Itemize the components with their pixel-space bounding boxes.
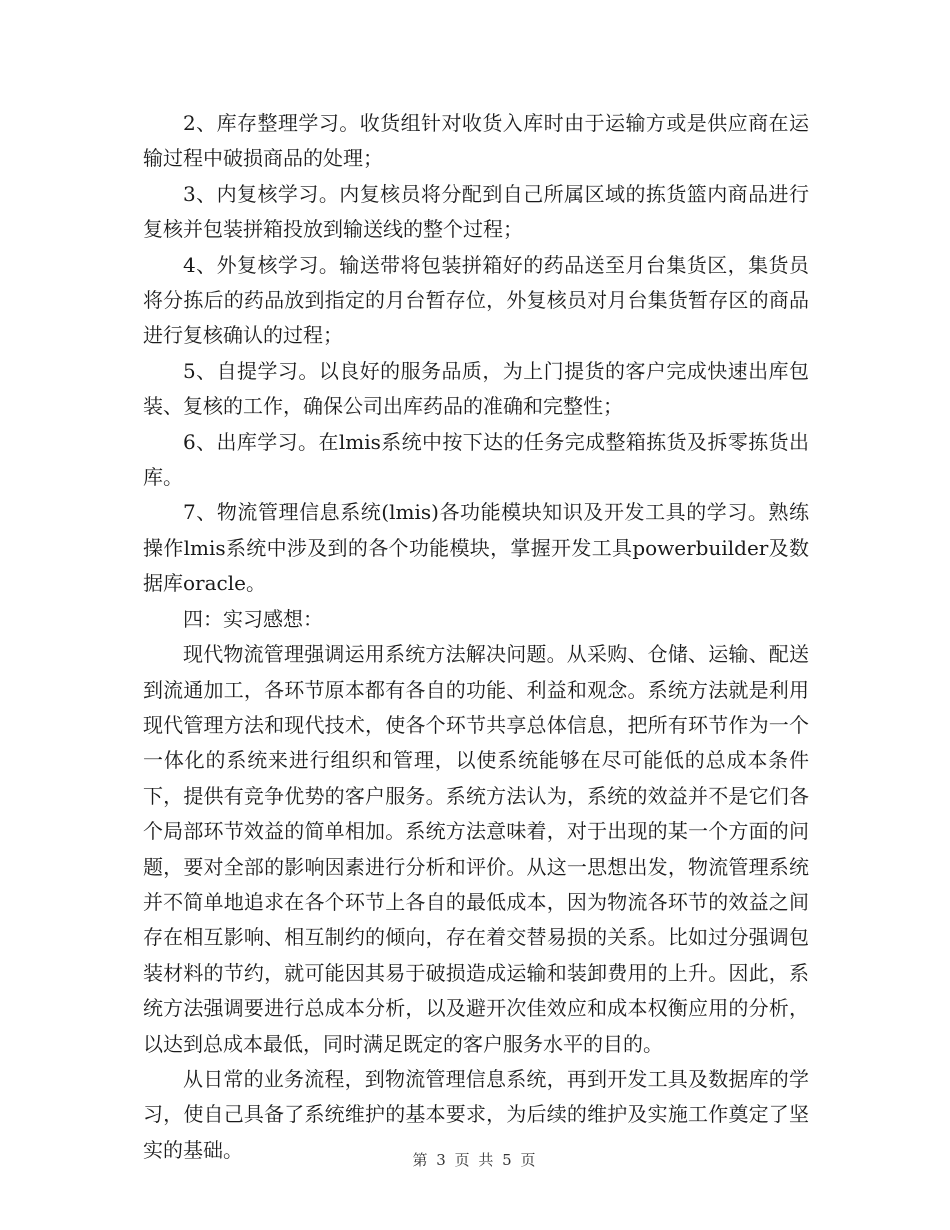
- page-number-footer: 第 3 页 共 5 页: [412, 1151, 538, 1169]
- document-body: [143, 106, 809, 1168]
- paragraph-external-review-study: 4、外复核学习。输送带将包装拼箱好的药品送至月台集货区，集货员将分拣后的药品放到指定的月台暂存位，外复核员对月台集货暂存区的商品进行复核确认的过程；: [143, 252, 809, 348]
- section-heading-reflections: 四：实习感想：: [183, 606, 323, 631]
- paragraph-system-method: 现代物流管理强调运用系统方法解决问题。从采购、仓储、运输、配送到流通加工，各环节原本都有各自的功能、利益和观念。系统方法就是利用现代管理方法和现代技术，使各个环节共享总体信息，把所有环节作为一个一体化的系统来进行组织和管理，以使系统能够在尽可能低的总成本条件下，提供有竞争优势的客户服务。系统方法认为，系统的效益并不是它们各个局部环节效益的简单相加。系统方法意味着，对于出现的某一个方面的问题，要对全部的影响因素进行分析和评价。从这一思想出发，物流管理系统并不简单地追求在各个环节上各自的最低成本，因为物流各环节的效益之间存在相互影响、相互制约的倾向，存在着交替易损的关系。比如过分强调包装材料的节约，就可能因其易于破损造成运输和装卸费用的上升。因此，系统方法强调要进行总成本分析，以及避开次佳效应和成本权衡应用的分析，以达到总成本最低，同时满足既定的客户服务水平的目的。: [143, 642, 809, 1056]
- paragraph-lmis-study: 7、物流管理信息系统(lmis)各功能模块知识及开发工具的学习。熟练操作lmis系统中涉及到的各个功能模块，掌握开发工具powerbuilder及数据库oracle。: [143, 500, 809, 596]
- paragraph-outbound-study: 6、出库学习。在lmis系统中按下达的任务完成整箱拣货及拆零拣货出库。: [143, 429, 809, 490]
- paragraph-internal-review-study: 3、内复核学习。内复核员将分配到自己所属区域的拣货篮内商品进行复核并包装拼箱投放到输送线的整个过程；: [143, 181, 809, 242]
- paragraph-conclusion: 从日常的业务流程，到物流管理信息系统，再到开发工具及数据库的学习，使自己具备了系统维护的基本要求，为后续的维护及实施工作奠定了坚实的基础。: [143, 1066, 809, 1162]
- paragraph-self-pickup-study: 5、自提学习。以良好的服务品质，为上门提货的客户完成快速出库包装、复核的工作，确保公司出库药品的准确和完整性；: [143, 358, 809, 419]
- paragraph-inventory-study: 2、库存整理学习。收货组针对收货入库时由于运输方或是供应商在运输过程中破损商品的处理；: [143, 111, 809, 171]
